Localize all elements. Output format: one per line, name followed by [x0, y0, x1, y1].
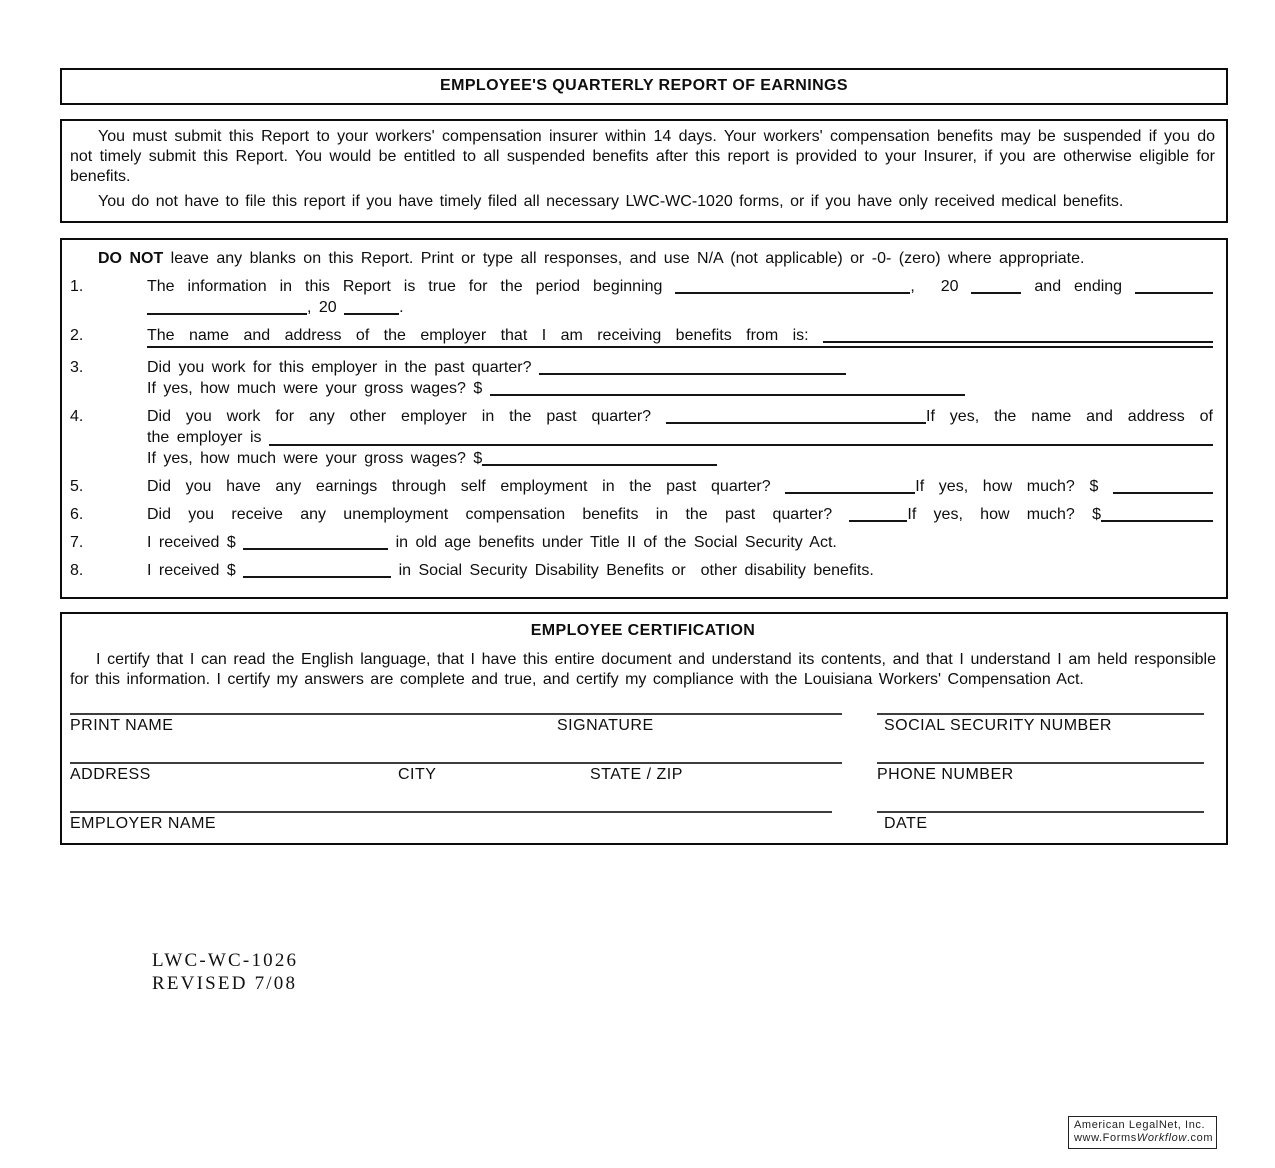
item-body	[147, 504, 1213, 525]
signature-row-1	[70, 713, 1216, 735]
item-line	[147, 406, 1213, 427]
legalnet-url-prefix: www.Forms	[1074, 1132, 1137, 1144]
signature-labels	[877, 764, 1204, 784]
blank-line	[1113, 478, 1213, 494]
question-item	[70, 325, 1213, 350]
form-text: , 20	[307, 299, 345, 316]
item-number: 8.	[70, 562, 84, 579]
form-text: If yes, how much? $	[907, 506, 1101, 523]
form-text: Did you work for any other employer in the past quarter?	[147, 408, 666, 425]
signature-row-2-right	[877, 762, 1204, 784]
blank-line	[849, 506, 907, 522]
question-item	[70, 532, 1213, 553]
field-label-state-zip: STATE / ZIP	[590, 766, 683, 783]
item-line	[147, 448, 1213, 469]
blank-line	[490, 380, 965, 396]
item-line	[147, 560, 1213, 581]
item-body	[147, 560, 1213, 581]
signature-row-3-right	[877, 811, 1204, 833]
field-label-employer-name: EMPLOYER NAME	[70, 815, 217, 832]
signature-row-2-left	[70, 762, 842, 784]
item-line	[147, 357, 1213, 378]
blank-line	[269, 444, 1213, 446]
item-line	[147, 532, 1213, 553]
signature-labels	[70, 764, 842, 784]
item-number: 3.	[70, 359, 84, 376]
form-text: If yes, how much were your gross wages? $	[147, 380, 490, 397]
blank-line	[482, 450, 717, 466]
footer-form-number: LWC-WC-1026	[152, 950, 299, 971]
instructions-intro-text: leave any blanks on this Report. Print or type all responses, and use N/A (not applicable) or -0- (zero) where appropriate.	[163, 250, 1085, 267]
certification-box	[60, 612, 1228, 845]
field-label-signature: SIGNATURE	[557, 717, 654, 734]
question-item	[70, 504, 1213, 525]
question-item	[70, 476, 1213, 497]
signature-labels	[877, 715, 1204, 735]
item-number: 4.	[70, 408, 84, 425]
item-body	[147, 406, 1213, 469]
certification-paragraph: I certify that I can read the English language, that I have this entire document and understand its contents, and that I understand I am held responsible for this information. I certify my answers are complete and true, and certify my compliance with the Louisiana Workers' Compensation Act.	[70, 651, 1216, 688]
blank-line	[147, 346, 1213, 348]
question-item	[70, 357, 1213, 399]
field-label-phone: PHONE NUMBER	[877, 766, 1014, 783]
form-text: , 20	[910, 278, 972, 295]
form-footer	[152, 949, 1275, 995]
blank-line	[823, 327, 1213, 343]
question-item	[70, 406, 1213, 469]
item-body	[147, 357, 1213, 399]
signature-row-2	[70, 762, 1216, 784]
form-page	[0, 68, 1275, 1168]
form-title-box	[60, 68, 1228, 105]
instructions-box	[60, 238, 1228, 599]
signature-labels	[70, 813, 832, 833]
item-number: 6.	[70, 506, 84, 523]
blank-line	[243, 534, 388, 550]
form-text: Did you have any earnings through self employment in the past quarter?	[147, 478, 786, 495]
blank-line	[1101, 506, 1213, 522]
question-item	[70, 276, 1213, 318]
item-body	[147, 325, 1213, 350]
notice-box	[60, 119, 1228, 223]
form-text: I received $	[147, 562, 244, 579]
field-label-address: ADDRESS	[70, 766, 151, 783]
notice-paragraph-2: You do not have to file this report if you have timely filed all necessary LWC-WC-1020 forms, or if you have only received medical benefits.	[98, 193, 1124, 210]
legalnet-url-suffix: .com	[1186, 1132, 1214, 1144]
blank-line	[971, 278, 1021, 294]
certification-title: EMPLOYEE CERTIFICATION	[530, 622, 756, 639]
form-text: and ending	[1021, 278, 1136, 295]
form-text: If yes, how much? $	[915, 478, 1114, 495]
field-label-ssn: SOCIAL SECURITY NUMBER	[884, 717, 1112, 734]
form-title: EMPLOYEE'S QUARTERLY REPORT OF EARNINGS	[440, 77, 848, 94]
blank-line	[785, 478, 915, 494]
form-text: I received $	[147, 534, 244, 551]
form-text: The name and address of the employer that I am receiving benefits from is:	[147, 327, 823, 344]
field-label-city: CITY	[398, 766, 437, 783]
signature-row-3	[70, 811, 1216, 833]
blank-line	[344, 299, 399, 315]
form-text: The information in this Report is true for the period beginning	[147, 278, 676, 295]
item-line	[147, 325, 1213, 346]
blank-line	[675, 278, 910, 294]
item-body	[147, 532, 1213, 553]
item-line	[147, 427, 1213, 448]
form-text: in old age benefits under Title II of the Social Security Act.	[388, 534, 837, 551]
question-item	[70, 560, 1213, 581]
do-not-emphasis: DO NOT	[98, 250, 164, 267]
signature-labels	[877, 813, 1204, 833]
legalnet-line2	[1074, 1132, 1212, 1145]
item-line	[147, 476, 1213, 497]
legalnet-url-italic: Workflow	[1136, 1132, 1187, 1144]
legalnet-line1: American LegalNet, Inc.	[1074, 1119, 1206, 1131]
form-text: If yes, the name and address of	[926, 408, 1213, 425]
signature-row-1-right	[877, 713, 1204, 735]
blank-line	[666, 408, 926, 424]
item-number: 5.	[70, 478, 84, 495]
notice-paragraph-1: You must submit this Report to your workers' compensation insurer within 14 days. Your workers' compensation benefits may be suspended if you do not timely submit this Report. You would be entitled to all suspended benefits after this report is provided to your Insurer, if you are otherwise eligible for benefits.	[70, 128, 1215, 185]
footer-revision: REVISED 7/08	[152, 973, 298, 994]
form-text: Did you work for this employer in the past quarter?	[147, 359, 539, 376]
blank-line	[539, 359, 846, 375]
item-body	[147, 276, 1213, 318]
item-number: 2.	[70, 327, 84, 344]
form-text: the employer is	[147, 429, 269, 446]
item-number: 7.	[70, 534, 84, 551]
item-line	[147, 378, 1213, 399]
item-body	[147, 476, 1213, 497]
item-line	[147, 346, 1213, 350]
field-label-print-name: PRINT NAME	[70, 717, 174, 734]
field-label-date: DATE	[884, 815, 928, 832]
blank-line	[147, 299, 307, 315]
form-text: Did you receive any unemployment compensation benefits in the past quarter?	[147, 506, 850, 523]
legalnet-box	[1068, 1116, 1217, 1149]
item-line	[147, 276, 1213, 297]
form-text: If yes, how much were your gross wages? $	[147, 450, 483, 467]
instructions-intro	[70, 249, 1213, 269]
form-text: in Social Security Disability Benefits or other disability benefits.	[391, 562, 874, 579]
item-line	[147, 297, 1213, 318]
form-text: .	[399, 299, 404, 316]
question-items	[70, 276, 1213, 581]
item-number: 1.	[70, 278, 84, 295]
blank-line	[1135, 278, 1213, 294]
blank-line	[243, 562, 391, 578]
item-line	[147, 504, 1213, 525]
signature-row-1-left	[70, 713, 842, 735]
signature-row-3-left	[70, 811, 832, 833]
signature-labels	[70, 715, 842, 735]
